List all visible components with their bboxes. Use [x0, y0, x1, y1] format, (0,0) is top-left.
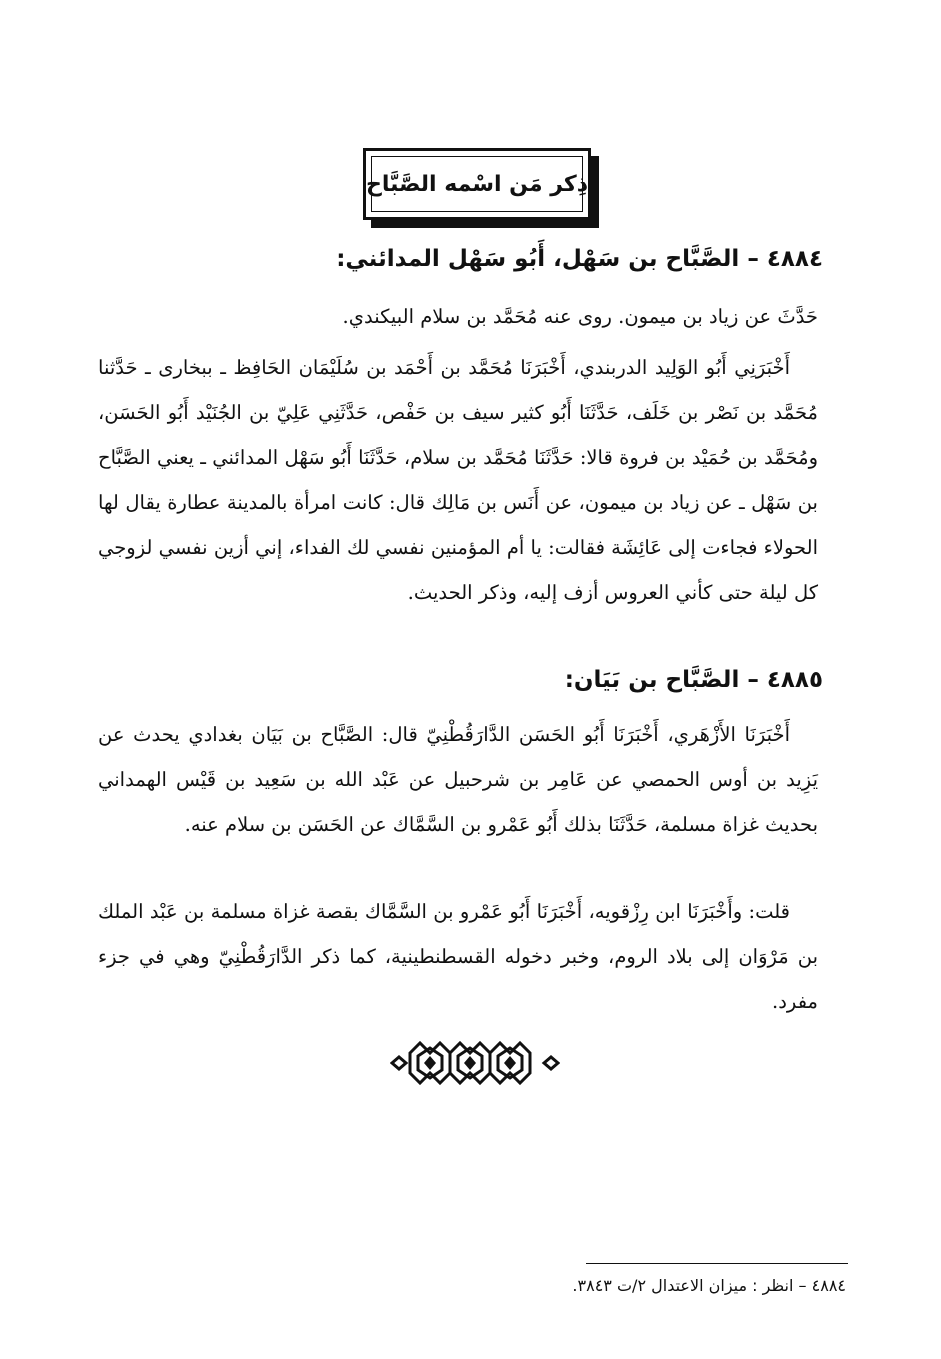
- entry-heading-4885: ٤٨٨٥ – الصَّبَّاح بن بَيَان:: [564, 667, 823, 693]
- entry-4885-paragraph-2: قلت: وأَخْبَرَنَا ابن رِزْقويه، أَخْبَرَنَا أَبُو عَمْرو بن السَّمَّاك بقصة غزاة مسلمة بن عَبْد الملك بن مَرْوَان إلى بلاد الروم، وخبر دخوله القسطنطينية، كما ذكر الدَّارَقُطْنِيّ وهي في جزء مفرد.: [98, 900, 818, 1013]
- footnote: ٤٨٨٤ – انظر : ميزان الاعتدال ٢/ت ٣٨٤٣.: [572, 1276, 846, 1295]
- section-title-frame: [363, 148, 591, 220]
- section-title-inner-border: [366, 156, 589, 212]
- footnote-separator: [586, 1263, 848, 1264]
- entry-4884-paragraph-1: حَدَّثَ عن زياد بن ميمون. روى عنه مُحَمَّد بن سلام البيكندي.: [342, 305, 818, 328]
- entry-heading-4884: ٤٨٨٤ – الصَّبَّاح بن سَهْل، أَبُو سَهْل المدائني:: [336, 246, 823, 272]
- ornament-divider: [390, 1038, 560, 1088]
- section-title: ذِكر مَن اسْمه الصَّبَّاح: [366, 171, 589, 197]
- entry-4884-paragraph-2: أَخْبَرَنِي أَبُو الوَلِيد الدربندي، أَخْبَرَنَا مُحَمَّد بن أَحْمَد بن سُلَيْمَان الحَافِظ ـ ببخارى ـ حَدَّثنا مُحَمَّد بن نَصْر بن خَلَف، حَدَّثَنَا أَبُو كثير سيف بن حَفْص، حَدَّثَنِي عَلِيّ بن الجُنَيْد أَبُو الحَسَن، ومُحَمَّد بن حُمَيْد بن فروة قالا: حَدَّثَنَا مُحَمَّد بن سلام، حَدَّثَنَا أَبُو سَهْل المدائني ـ يعني الصَّبَّاح بن سَهْل ـ عن زياد بن ميمون، عن أَنَس بن مَالِك قال: كانت امرأة بالمدينة عطارة يقال لها الحولاء فجاءت إلى عَائِشَة فقالت: يا أم المؤمنين نفسي لك الفداء، إني أزين نفسي لزوجي كل ليلة حتى كأني العروس أزف إليه، وذكر الحديث.: [98, 356, 818, 604]
- entry-4885-paragraph-1: أَخْبَرَنَا الأَزْهَري، أَخْبَرَنَا أَبُو الحَسَن الدَّارَقُطْنِيّ قال: الصَّبَّاح بن بَيَان بغدادي يحدث عن يَزِيد بن أوس الحمصي عن عَامِر بن شرحبيل عن عَبْد الله بن سَعِيد بن قَيْس الهمداني بحديث غزاة مسلمة، حَدَّثَنَا بذلك أَبُو عَمْرو بن السَّمَّاك عن الحَسَن بن سلام عنه.: [98, 723, 818, 836]
